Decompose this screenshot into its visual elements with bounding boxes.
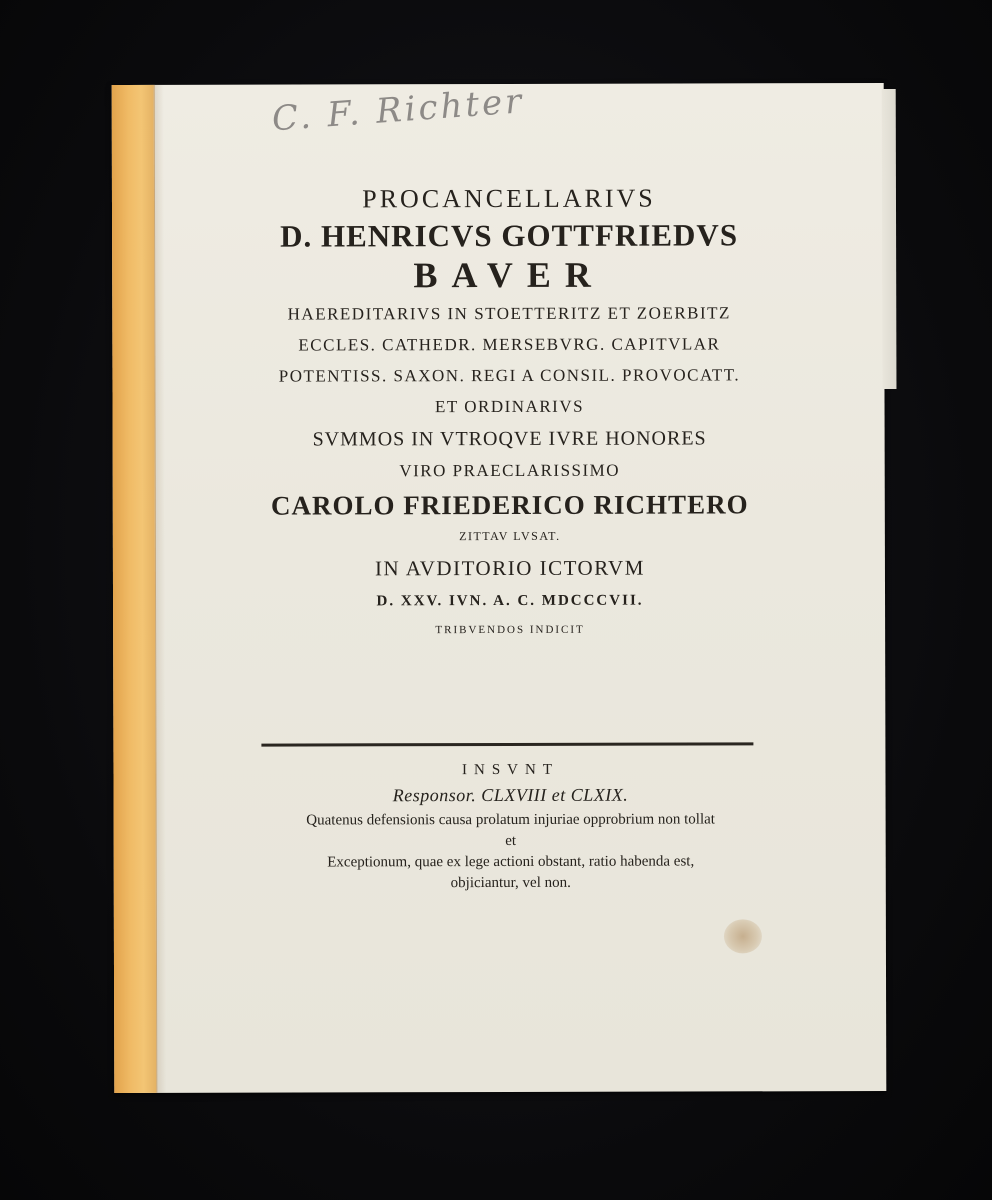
document-page [112,83,887,1093]
handwritten-note: C. F. Richter [270,81,526,140]
title-date: D. XXV. IVN. A. C. MDCCCVII. [376,592,644,610]
title-line-tribuendos: TRIBVENDOS INDICIT [435,623,585,637]
binding-strip [112,85,158,1093]
body-line-3: Exceptionum, quae ex lege actioni obstant, ratio habenda est, [327,853,695,871]
title-line-auditorio: IN AVDITORIO ICTORVM [374,555,645,581]
title-surname: BAVER [413,254,605,296]
title-line-eccles: ECCLES. CATHEDR. MERSEBVRG. CAPITVLAR [298,334,721,355]
body-line-2: et [505,832,517,849]
title-procancellarius: PROCANCELLARIVS [362,183,656,214]
title-line-zittau: ZITTAV LVSAT. [459,528,561,544]
horizontal-rule [261,742,753,746]
body-line-1: Quatenus defensionis causa prolatum injuriae opprobrium non tollat [306,811,715,829]
title-line-viro: VIRO PRAECLARISSIMO [399,460,621,481]
responsor-line: Responsor. CLXVIII et CLXIX. [392,784,629,806]
title-line-ordinarius: ET ORDINARIVS [434,396,585,417]
paper-stain [724,919,762,953]
page-edge [882,89,897,389]
title-line-potentiss: POTENTISS. SAXON. REGI A CONSIL. PROVOCATT. [278,365,741,386]
title-recipient: CAROLO FRIEDERICO RICHTERO [270,489,749,521]
title-line-haereditarius: HAEREDITARIVS IN STOETTERITZ ET ZOERBITZ [287,303,731,324]
title-line-summos: SVMMOS IN VTROQVE IVRE HONORES [312,427,707,451]
title-name: D. HENRICVS GOTTFRIEDVS [280,217,739,254]
title-block [164,183,855,637]
contents-block [165,761,855,897]
insunt-heading: INSVNT [461,761,559,779]
body-line-4: objiciantur, vel non. [450,874,571,892]
